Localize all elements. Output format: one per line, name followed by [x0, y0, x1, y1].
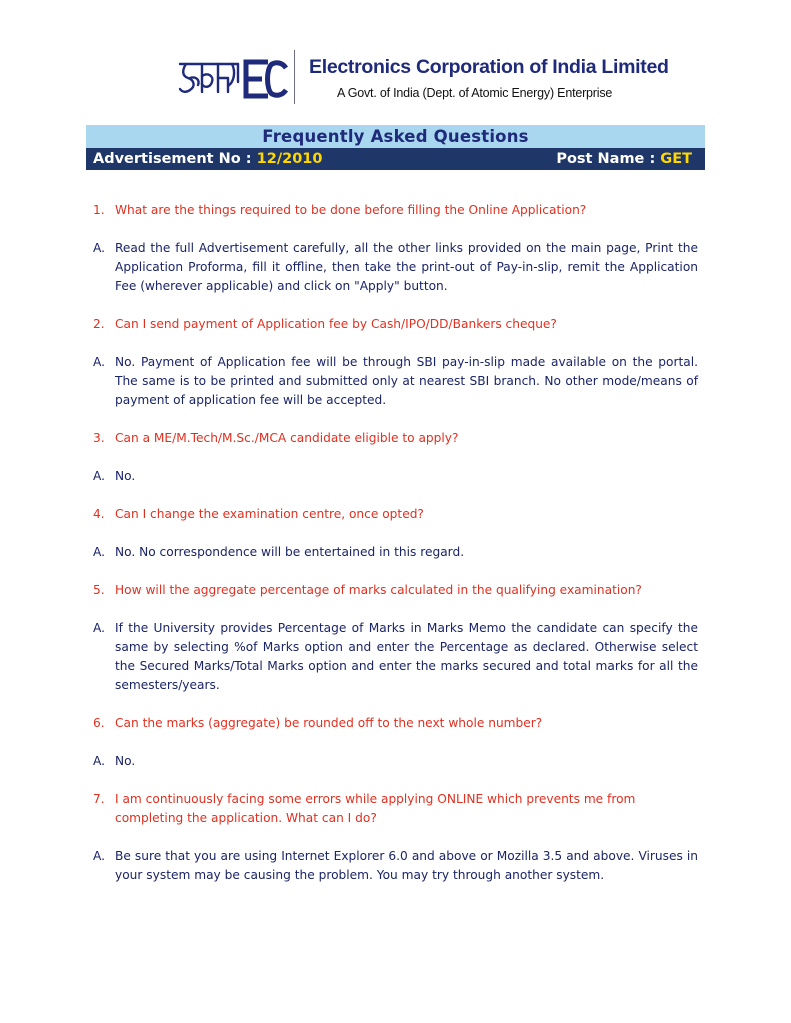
page-title: Frequently Asked Questions — [262, 127, 529, 146]
question-text: Can the marks (aggregate) be rounded off to the next whole number? — [115, 716, 543, 730]
question-number: 4. — [93, 507, 105, 521]
faq-question — [93, 315, 698, 334]
title-bar — [86, 125, 705, 148]
faq-answer — [93, 543, 698, 562]
faq-question — [93, 714, 698, 733]
organization-name: Electronics Corporation of India Limited — [309, 56, 669, 78]
question-text: I am continuously facing some errors while applying ONLINE which prevents me from completing the application. What can I do? — [115, 792, 636, 825]
question-number: 2. — [93, 317, 105, 331]
faq-question — [93, 201, 698, 220]
question-text: What are the things required to be done before filling the Online Application? — [115, 203, 587, 217]
question-number: 6. — [93, 716, 105, 730]
answer-text: Be sure that you are using Internet Explorer 6.0 and above or Mozilla 3.5 and above. Viruses in your system may be causing the problem. You may try through another system. — [115, 849, 698, 882]
answer-text: No. — [115, 469, 136, 483]
post-label: Post Name : — [556, 151, 661, 167]
answer-marker: A. — [93, 469, 105, 483]
faq-question — [93, 505, 698, 524]
faq-question — [93, 581, 698, 600]
answer-marker: A. — [93, 621, 105, 635]
question-number: 1. — [93, 203, 105, 217]
faq-answer — [93, 353, 698, 410]
organization-subtitle: A Govt. of India (Dept. of Atomic Energy) Enterprise — [337, 86, 613, 100]
post-name: GET — [660, 151, 692, 167]
answer-text: No. Payment of Application fee will be through SBI pay-in-slip made available on the portal. The same is to be printed and submitted only at nearest SBI branch. No other mode/means of payment of application fee will be accepted. — [115, 355, 698, 407]
answer-marker: A. — [93, 241, 105, 255]
question-number: 7. — [93, 792, 105, 806]
question-number: 5. — [93, 583, 105, 597]
faq-answer — [93, 467, 698, 486]
answer-marker: A. — [93, 754, 105, 768]
post-info — [556, 148, 692, 170]
answer-marker: A. — [93, 849, 105, 863]
faq-list — [93, 201, 698, 904]
faq-answer — [93, 619, 698, 695]
answer-text: No. No correspondence will be entertained in this regard. — [115, 545, 465, 559]
faq-question — [93, 429, 698, 448]
faq-question — [93, 790, 698, 828]
question-text: Can I send payment of Application fee by Cash/IPO/DD/Bankers cheque? — [115, 317, 557, 331]
answer-marker: A. — [93, 545, 105, 559]
answer-text: If the University provides Percentage of Marks in Marks Memo the candidate can specify the same by selecting %of Marks option and enter the Percentage as declared. Otherwise select the Secured Marks/Total Marks option and enter the marks secured and total marks for all the semesters/years. — [115, 621, 698, 692]
faq-answer — [93, 752, 698, 771]
answer-marker: A. — [93, 355, 105, 369]
question-number: 3. — [93, 431, 105, 445]
advertisement-number: 12/2010 — [256, 151, 323, 167]
question-text: Can a ME/M.Tech/M.Sc./MCA candidate eligible to apply? — [115, 431, 459, 445]
question-text: Can I change the examination centre, once opted? — [115, 507, 424, 521]
answer-text: Read the full Advertisement carefully, all the other links provided on the main page, Print the Application Proforma, fill it offline, then take the print-out of Pay-in-slip, remit the Application Fee (wherever applicable) and click on "Apply" button. — [115, 241, 698, 293]
advertisement-info — [93, 148, 323, 170]
question-text: How will the aggregate percentage of marks calculated in the qualifying examination? — [115, 583, 642, 597]
faq-answer — [93, 847, 698, 885]
faq-answer — [93, 239, 698, 296]
advertisement-bar — [86, 148, 705, 170]
answer-text: No. — [115, 754, 136, 768]
ecil-logo-icon — [176, 52, 288, 106]
advertisement-label: Advertisement No : — [93, 151, 257, 167]
header-divider — [294, 50, 295, 104]
